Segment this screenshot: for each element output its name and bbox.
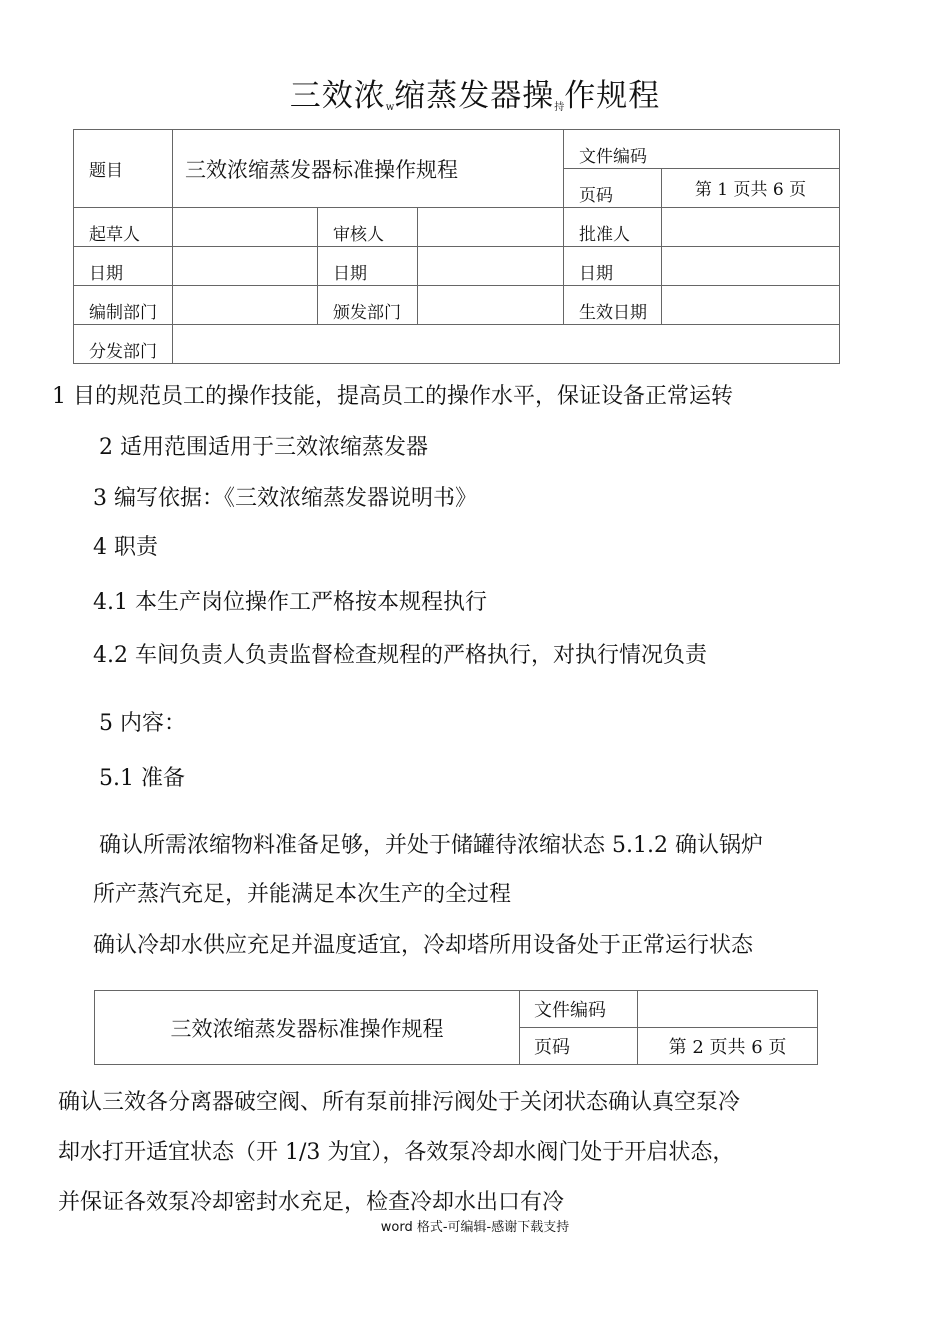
date-label-1: 日期 xyxy=(74,247,173,286)
page-2-header-table xyxy=(94,990,818,1065)
approver-label: 批准人 xyxy=(564,208,662,247)
distribution-dept-value xyxy=(173,325,840,364)
effective-date-value xyxy=(662,286,840,325)
document-info-table xyxy=(73,129,840,364)
page-2-title: 三效浓缩蒸发器标准操作规程 xyxy=(95,991,520,1065)
page-2-file-no-label: 文件编码 xyxy=(520,991,638,1028)
section-purpose: 1 目的规范员工的操作技能，提高员工的操作水平，保证设备正常运转 xyxy=(52,384,733,409)
preparation-line-2: 所产蒸汽充足，并能满足本次生产的全过程 xyxy=(93,882,512,907)
reviewer-label: 审核人 xyxy=(318,208,418,247)
section-duties: 4 职责 xyxy=(93,535,158,560)
section-scope: 2 适用范围适用于三效浓缩蒸发器 xyxy=(99,435,428,460)
date-label-2: 日期 xyxy=(318,247,418,286)
preparation-line-3: 确认冷却水供应充足并温度适宜，冷却塔所用设备处于正常运行状态 xyxy=(93,933,754,958)
reviewer-value xyxy=(418,208,564,247)
title-small-2: 持 xyxy=(554,102,565,113)
page-2-page-label: 页码 xyxy=(520,1028,638,1065)
page-2-line-1: 确认三效各分离器破空阀、所有泵前排污阀处于关闭状态确认真空泵冷 xyxy=(58,1090,741,1115)
date-value-1 xyxy=(173,247,318,286)
file-no-label: 文件编码 xyxy=(564,130,840,169)
section-basis: 3 编写依据：《三效浓缩蒸发器说明书》 xyxy=(93,486,477,511)
footer-note: word 格式-可编辑-感谢下载支持 xyxy=(380,1220,570,1235)
compile-dept-value xyxy=(173,286,318,325)
approver-value xyxy=(662,208,840,247)
date-label-3: 日期 xyxy=(564,247,662,286)
page-2-line-3: 并保证各效泵冷却密封水充足，检查冷却水出口有冷 xyxy=(58,1190,565,1215)
title-part-3: 作规程 xyxy=(564,78,661,114)
info-row-distribution xyxy=(74,325,840,364)
title-part-2: 缩蒸发器操 xyxy=(394,78,555,114)
effective-date-label: 生效日期 xyxy=(564,286,662,325)
drafter-value xyxy=(173,208,318,247)
page-2-page-value: 第 2 页共 6 页 xyxy=(638,1028,818,1065)
date-value-3 xyxy=(662,247,840,286)
subject-label: 题目 xyxy=(74,130,173,208)
title-part-1: 三效浓 xyxy=(289,78,386,114)
section-content: 5 内容： xyxy=(99,711,186,736)
title-small-1: w xyxy=(385,102,395,113)
section-duty-4-2: 4.2 车间负责人负责监督检查规程的严格执行，对执行情况负责 xyxy=(93,643,707,668)
page-value: 第 1 页共 6 页 xyxy=(662,169,840,208)
preparation-line-1: 确认所需浓缩物料准备足够，并处于储罐待浓缩状态 5.1.2 确认锅炉 xyxy=(99,833,763,858)
page-label: 页码 xyxy=(564,169,662,208)
info-row-subject xyxy=(74,130,840,169)
info-row-departments xyxy=(74,286,840,325)
issue-dept-value xyxy=(418,286,564,325)
section-duty-4-1: 4.1 本生产岗位操作工严格按本规程执行 xyxy=(93,590,487,615)
info-row-dates xyxy=(74,247,840,286)
section-preparation: 5.1 准备 xyxy=(99,766,185,791)
page-2-line-2: 却水打开适宜状态（开 1/3 为宜），各效泵冷却水阀门处于开启状态， xyxy=(58,1140,735,1165)
distribution-dept-label: 分发部门 xyxy=(74,325,173,364)
info-row-signatures xyxy=(74,208,840,247)
subject-value: 三效浓缩蒸发器标准操作规程 xyxy=(173,130,564,208)
document-title xyxy=(0,70,950,115)
compile-dept-label: 编制部门 xyxy=(74,286,173,325)
issue-dept-label: 颁发部门 xyxy=(318,286,418,325)
date-value-2 xyxy=(418,247,564,286)
page-2-header-row-1 xyxy=(95,991,818,1028)
drafter-label: 起草人 xyxy=(74,208,173,247)
page-2-file-no-value xyxy=(638,991,818,1028)
